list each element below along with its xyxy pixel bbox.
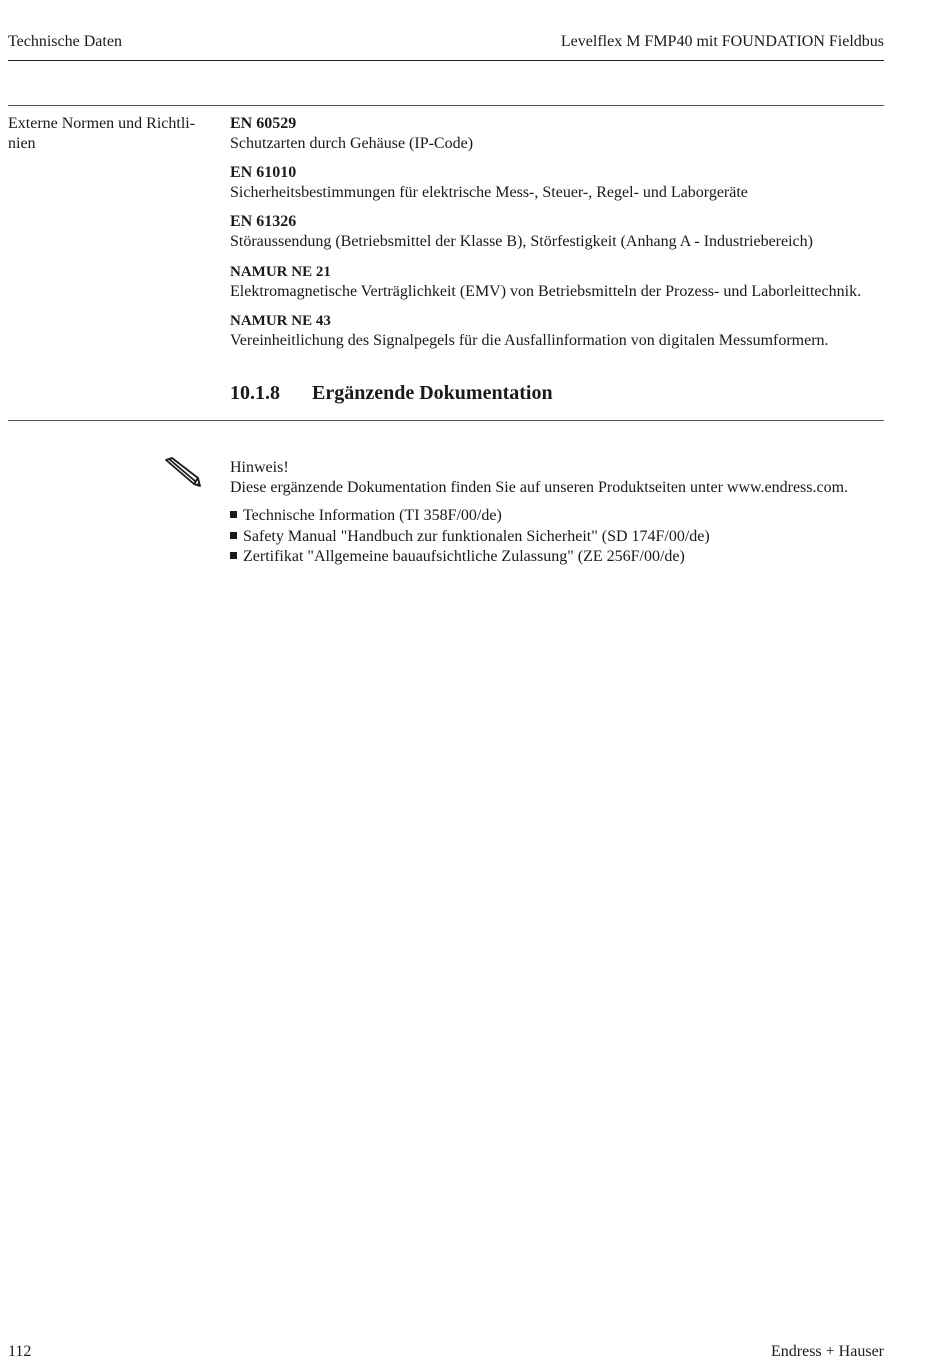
- bullet-icon: [230, 552, 237, 559]
- document-list: [230, 506, 890, 568]
- standard-description: Störaussendung (Betriebsmittel der Klasse B), Störfestigkeit (Anhang A - Industriebereich): [230, 233, 813, 250]
- note-text: Diese ergänzende Dokumentation finden Sie auf unseren Produktseiten unter www.endress.com.: [230, 479, 849, 496]
- standard-description: Sicherheitsbestimmungen für elektrische Mess-, Steuer-, Regel- und Laborgeräte: [230, 184, 748, 201]
- section-divider-top: [8, 105, 884, 106]
- section-title: Ergänzende Dokumentation: [312, 382, 553, 404]
- standard-code: EN 61326: [230, 213, 297, 230]
- standard-namur-ne-43: [230, 311, 890, 351]
- standard-code: NAMUR NE 21: [230, 264, 331, 280]
- header-section-title: Technische Daten: [8, 33, 122, 50]
- section-heading: [230, 381, 553, 405]
- section-divider: [8, 420, 884, 421]
- bullet-icon: [230, 532, 237, 539]
- standard-description: Elektromagnetische Verträglichkeit (EMV) von Betriebsmitteln der Prozess- und Laborleittechnik.: [230, 283, 862, 300]
- standard-en-61010: [230, 163, 890, 203]
- note-block: [230, 458, 890, 568]
- standard-description: Vereinheitlichung des Signalpegels für die Ausfallinformation von digitalen Messumformern.: [230, 332, 829, 349]
- note-heading: Hinweis!: [230, 459, 289, 476]
- standard-code: EN 60529: [230, 115, 297, 132]
- pencil-icon: [160, 456, 202, 488]
- standard-code: EN 61010: [230, 164, 297, 181]
- standard-description: Schutzarten durch Gehäuse (IP-Code): [230, 135, 474, 152]
- header-rule: [8, 60, 884, 61]
- standard-en-60529: [230, 114, 890, 154]
- header-document-title: Levelflex M FMP40 mit FOUNDATION Fieldbus: [560, 33, 884, 50]
- standard-namur-ne-21: [230, 262, 890, 302]
- list-item: Zertifikat "Allgemeine bauaufsichtliche Zulassung" (ZE 256F/00/de): [230, 547, 890, 568]
- standard-en-61326: [230, 212, 890, 252]
- section-number: 10.1.8: [230, 382, 280, 404]
- bullet-icon: [230, 511, 237, 518]
- list-item: Technische Information (TI 358F/00/de): [230, 506, 890, 527]
- standards-label: Externe Normen und Richtli- nien: [8, 115, 196, 152]
- page-number: 112: [8, 1343, 32, 1360]
- standard-code: NAMUR NE 43: [230, 313, 331, 329]
- brand-name: Endress + Hauser: [771, 1343, 884, 1360]
- list-item: Safety Manual "Handbuch zur funktionalen Sicherheit" (SD 174F/00/de): [230, 527, 890, 548]
